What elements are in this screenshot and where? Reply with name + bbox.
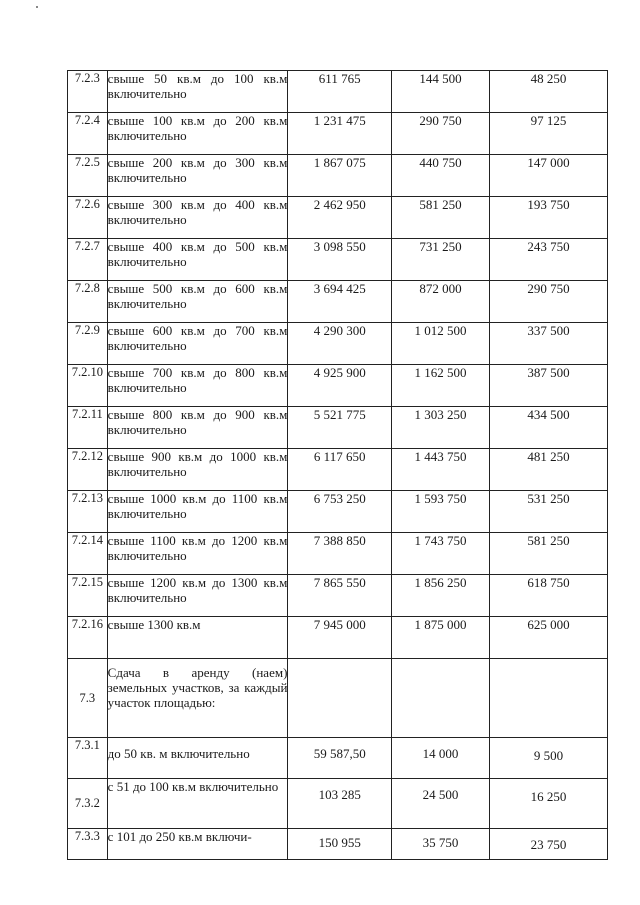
row-number: 7.3 bbox=[79, 690, 96, 705]
table-row bbox=[68, 491, 608, 533]
row-description-cell bbox=[107, 155, 288, 197]
row-value-2-cell bbox=[391, 239, 489, 281]
scan-speck bbox=[36, 6, 38, 8]
row-value-1: 3 098 550 bbox=[313, 239, 366, 254]
row-description-cell bbox=[107, 407, 288, 449]
row-value-2: 440 750 bbox=[419, 155, 462, 170]
row-value-3: 48 250 bbox=[530, 71, 567, 86]
row-number-cell bbox=[68, 575, 108, 617]
row-description-cell bbox=[107, 365, 288, 407]
tariff-table-body bbox=[68, 71, 608, 860]
row-value-1: 611 765 bbox=[318, 71, 361, 86]
row-description-cell bbox=[107, 323, 288, 365]
row-value-2: 14 000 bbox=[422, 746, 459, 761]
row-number-cell bbox=[68, 659, 108, 738]
row-number-cell bbox=[68, 71, 108, 113]
row-description-cell bbox=[107, 617, 288, 659]
row-value-1-cell bbox=[288, 281, 392, 323]
row-value-3-cell bbox=[490, 113, 608, 155]
row-value-1: 1 867 075 bbox=[313, 155, 366, 170]
row-value-1-cell bbox=[288, 113, 392, 155]
table-row bbox=[68, 407, 608, 449]
row-value-1: 7 945 000 bbox=[313, 617, 366, 632]
row-value-3-cell bbox=[490, 239, 608, 281]
row-value-2: 24 500 bbox=[422, 787, 459, 802]
row-value-2-cell bbox=[391, 617, 489, 659]
row-number: 7.2.12 bbox=[71, 449, 103, 463]
row-description: свыше 50 кв.м до 100 кв.м включительно bbox=[107, 71, 288, 101]
row-value-3-cell bbox=[490, 197, 608, 239]
row-number-cell bbox=[68, 155, 108, 197]
row-value-1: 4 290 300 bbox=[313, 323, 366, 338]
row-value-3-cell bbox=[490, 281, 608, 323]
row-description-cell bbox=[107, 449, 288, 491]
row-value-3: 23 750 bbox=[530, 837, 567, 852]
row-value-2: 1 162 500 bbox=[414, 365, 467, 380]
row-value-2-cell bbox=[391, 155, 489, 197]
row-value-2: 1 303 250 bbox=[414, 407, 467, 422]
row-value-3-cell bbox=[490, 491, 608, 533]
row-value-3-cell bbox=[490, 365, 608, 407]
table-row bbox=[68, 449, 608, 491]
row-value-1: 1 231 475 bbox=[313, 113, 366, 128]
row-value-1-cell bbox=[288, 323, 392, 365]
row-value-3: 97 125 bbox=[530, 113, 567, 128]
table-row bbox=[68, 829, 608, 860]
row-value-1: 4 925 900 bbox=[313, 365, 366, 380]
row-description-cell bbox=[107, 575, 288, 617]
table-row bbox=[68, 113, 608, 155]
row-description-cell bbox=[107, 281, 288, 323]
row-value-2-cell bbox=[391, 533, 489, 575]
row-number: 7.2.5 bbox=[74, 155, 100, 169]
row-value-1-cell bbox=[288, 407, 392, 449]
row-value-2-cell bbox=[391, 779, 489, 829]
row-value-3: 434 500 bbox=[527, 407, 570, 422]
row-value-2-cell bbox=[391, 829, 489, 860]
row-value-2: 1 012 500 bbox=[414, 323, 467, 338]
row-value-3: 16 250 bbox=[530, 789, 567, 804]
row-number-cell bbox=[68, 197, 108, 239]
row-description: свыше 100 кв.м до 200 кв.м включительно bbox=[107, 113, 288, 143]
table-row bbox=[68, 738, 608, 779]
row-description: свыше 300 кв.м до 400 кв.м включительно bbox=[107, 197, 288, 227]
row-value-3: 193 750 bbox=[527, 197, 570, 212]
row-value-2: 872 000 bbox=[419, 281, 462, 296]
row-description-cell bbox=[107, 113, 288, 155]
row-value-2: 144 500 bbox=[419, 71, 462, 86]
row-number: 7.3.2 bbox=[74, 796, 100, 810]
row-number-cell bbox=[68, 239, 108, 281]
tariff-table bbox=[67, 70, 608, 860]
table-row bbox=[68, 281, 608, 323]
row-value-1-cell bbox=[288, 779, 392, 829]
row-value-1-cell bbox=[288, 575, 392, 617]
row-value-2: 290 750 bbox=[419, 113, 462, 128]
row-description-cell bbox=[107, 829, 288, 860]
row-number: 7.2.14 bbox=[71, 533, 103, 547]
row-value-2-cell bbox=[391, 113, 489, 155]
row-value-3: 581 250 bbox=[527, 533, 570, 548]
row-value-1-cell bbox=[288, 197, 392, 239]
row-value-1-cell bbox=[288, 365, 392, 407]
row-value-2: 1 856 250 bbox=[414, 575, 467, 590]
row-description: свыше 600 кв.м до 700 кв.м включительно bbox=[107, 323, 288, 353]
row-description: свыше 1100 кв.м до 1200 кв.м включительно bbox=[107, 533, 288, 563]
row-number: 7.2.16 bbox=[71, 617, 103, 631]
row-value-3: 531 250 bbox=[527, 491, 570, 506]
row-value-2-cell bbox=[391, 449, 489, 491]
row-value-2-cell bbox=[391, 197, 489, 239]
table-row bbox=[68, 155, 608, 197]
row-value-3-cell bbox=[490, 575, 608, 617]
row-value-3: 9 500 bbox=[533, 748, 564, 763]
row-value-2: 1 443 750 bbox=[414, 449, 467, 464]
row-value-3-cell bbox=[490, 407, 608, 449]
row-value-3: 481 250 bbox=[527, 449, 570, 464]
row-description-cell bbox=[107, 779, 288, 829]
row-description-cell bbox=[107, 239, 288, 281]
row-value-2-cell bbox=[391, 323, 489, 365]
row-value-2-cell bbox=[391, 281, 489, 323]
row-number: 7.2.6 bbox=[74, 197, 100, 211]
row-number-cell bbox=[68, 281, 108, 323]
row-value-3-cell bbox=[490, 738, 608, 779]
row-value-1: 59 587,50 bbox=[313, 746, 366, 761]
row-value-1-cell bbox=[288, 533, 392, 575]
row-value-1-cell bbox=[288, 829, 392, 860]
row-number: 7.2.4 bbox=[74, 113, 100, 127]
row-number: 7.2.7 bbox=[74, 239, 100, 253]
row-description-cell bbox=[107, 533, 288, 575]
row-value-1-cell bbox=[288, 491, 392, 533]
row-description-cell bbox=[107, 738, 288, 779]
row-value-2-cell bbox=[391, 738, 489, 779]
row-description: до 50 кв. м включительно bbox=[107, 746, 250, 761]
table-row bbox=[68, 533, 608, 575]
row-value-2-cell bbox=[391, 365, 489, 407]
row-number-cell bbox=[68, 449, 108, 491]
row-description: с 101 до 250 кв.м включи- bbox=[107, 829, 252, 844]
row-number-cell bbox=[68, 365, 108, 407]
row-number: 7.2.9 bbox=[74, 323, 100, 337]
row-value-3: 337 500 bbox=[527, 323, 570, 338]
row-description: свыше 400 кв.м до 500 кв.м включительно bbox=[107, 239, 288, 269]
row-number: 7.2.11 bbox=[71, 407, 103, 421]
row-value-2: 35 750 bbox=[422, 835, 459, 850]
row-value-3-cell bbox=[490, 533, 608, 575]
row-description: свыше 1000 кв.м до 1100 кв.м включительно bbox=[107, 491, 288, 521]
table-row bbox=[68, 617, 608, 659]
row-value-2-cell bbox=[391, 407, 489, 449]
row-description: свыше 500 кв.м до 600 кв.м включительно bbox=[107, 281, 288, 311]
row-value-3: 290 750 bbox=[527, 281, 570, 296]
row-value-2-cell bbox=[391, 71, 489, 113]
table-row bbox=[68, 197, 608, 239]
row-value-1-cell bbox=[288, 239, 392, 281]
row-number-cell bbox=[68, 738, 108, 779]
row-number: 7.2.15 bbox=[71, 575, 103, 589]
row-description: свыше 900 кв.м до 1000 кв.м включительно bbox=[107, 449, 288, 479]
row-description: свыше 800 кв.м до 900 кв.м включительно bbox=[107, 407, 288, 437]
row-value-1: 6 753 250 bbox=[313, 491, 366, 506]
row-value-3: 387 500 bbox=[527, 365, 570, 380]
row-value-1: 103 285 bbox=[318, 787, 361, 802]
row-value-3-cell bbox=[490, 779, 608, 829]
row-value-3-cell bbox=[490, 617, 608, 659]
row-value-3-cell bbox=[490, 71, 608, 113]
row-description: свыше 700 кв.м до 800 кв.м включительно bbox=[107, 365, 288, 395]
row-description: свыше 1300 кв.м bbox=[107, 617, 201, 632]
row-value-2: 1 593 750 bbox=[414, 491, 467, 506]
row-value-1: 7 865 550 bbox=[313, 575, 366, 590]
row-number-cell bbox=[68, 533, 108, 575]
row-value-2-cell bbox=[391, 575, 489, 617]
table-row bbox=[68, 365, 608, 407]
row-value-1: 5 521 775 bbox=[313, 407, 366, 422]
row-description-cell bbox=[107, 197, 288, 239]
row-value-1-cell bbox=[288, 155, 392, 197]
row-value-3: 243 750 bbox=[527, 239, 570, 254]
row-number: 7.2.13 bbox=[71, 491, 103, 505]
table-row bbox=[68, 239, 608, 281]
table-row bbox=[68, 659, 608, 738]
row-number: 7.2.8 bbox=[74, 281, 100, 295]
row-description: Сдача в аренду (наем) земельных участков, за каждый участок площадью: bbox=[107, 665, 288, 710]
row-number-cell bbox=[68, 323, 108, 365]
row-value-1-cell bbox=[288, 449, 392, 491]
row-value-2: 731 250 bbox=[419, 239, 462, 254]
row-description-cell bbox=[107, 71, 288, 113]
row-number-cell bbox=[68, 407, 108, 449]
row-value-1-cell bbox=[288, 71, 392, 113]
row-description-cell bbox=[107, 659, 288, 738]
row-value-1-cell bbox=[288, 738, 392, 779]
row-value-1: 7 388 850 bbox=[313, 533, 366, 548]
row-number: 7.2.3 bbox=[74, 71, 100, 85]
table-row bbox=[68, 71, 608, 113]
row-value-1: 150 955 bbox=[318, 835, 361, 850]
row-description-cell bbox=[107, 491, 288, 533]
row-value-2-cell bbox=[391, 659, 489, 738]
row-value-1: 2 462 950 bbox=[313, 197, 366, 212]
row-number: 7.3.1 bbox=[74, 738, 100, 752]
row-description: с 51 до 100 кв.м включительно bbox=[107, 779, 279, 794]
row-value-3: 147 000 bbox=[527, 155, 570, 170]
row-value-1-cell bbox=[288, 617, 392, 659]
table-row bbox=[68, 779, 608, 829]
row-number-cell bbox=[68, 617, 108, 659]
row-value-1: 6 117 650 bbox=[313, 449, 366, 464]
row-number-cell bbox=[68, 779, 108, 829]
table-row bbox=[68, 575, 608, 617]
row-value-3-cell bbox=[490, 155, 608, 197]
row-value-2: 581 250 bbox=[419, 197, 462, 212]
table-row bbox=[68, 323, 608, 365]
row-value-3-cell bbox=[490, 659, 608, 738]
row-number-cell bbox=[68, 829, 108, 860]
row-value-2: 1 743 750 bbox=[414, 533, 467, 548]
row-value-3: 618 750 bbox=[527, 575, 570, 590]
row-value-2-cell bbox=[391, 491, 489, 533]
row-description: свыше 200 кв.м до 300 кв.м включительно bbox=[107, 155, 288, 185]
row-number: 7.3.3 bbox=[74, 829, 100, 843]
row-number-cell bbox=[68, 491, 108, 533]
row-value-3-cell bbox=[490, 449, 608, 491]
row-value-2: 1 875 000 bbox=[414, 617, 467, 632]
row-description: свыше 1200 кв.м до 1300 кв.м включительно bbox=[107, 575, 288, 605]
row-value-1: 3 694 425 bbox=[313, 281, 366, 296]
row-value-3-cell bbox=[490, 323, 608, 365]
row-value-3-cell bbox=[490, 829, 608, 860]
row-value-3: 625 000 bbox=[527, 617, 570, 632]
row-number-cell bbox=[68, 113, 108, 155]
row-value-1-cell bbox=[288, 659, 392, 738]
row-number: 7.2.10 bbox=[71, 365, 103, 379]
